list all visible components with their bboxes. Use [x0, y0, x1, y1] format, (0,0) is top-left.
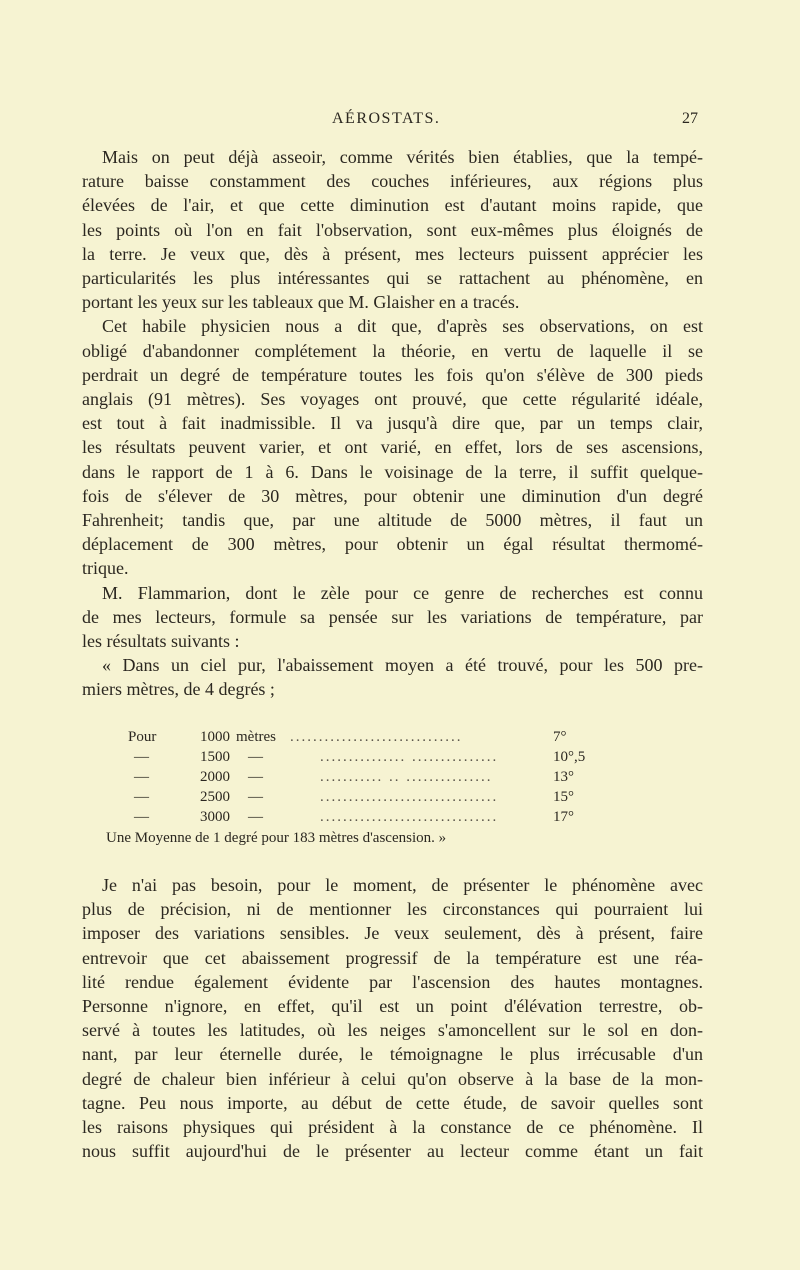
- running-header-title: AÉROSTATS.: [332, 110, 441, 127]
- text-line: déplacement de 300 mètres, pour obtenir un égal résultat thermomé-: [82, 534, 703, 555]
- text-line: entrevoir que cet abaissement progressif de la température est une réa-: [82, 947, 703, 968]
- table-footnote: Une Moyenne de 1 degré pour 183 mètres d'ascension. »: [106, 830, 447, 846]
- text-line: les résultats suivants :: [82, 631, 240, 651]
- text-line: degré de chaleur bien inférieur à celui qu'on observe à la base de la mon-: [82, 1068, 703, 1089]
- text-line: « Dans un ciel pur, l'abaissement moyen a été trouvé, pour les 500 pre-: [102, 655, 703, 676]
- text-line: nant, par leur éternelle durée, le témoignagne le plus irrécusable d'un: [82, 1044, 703, 1065]
- text-line: les résultats peuvent varier, et ont varié, en effet, lors de ses ascensions,: [82, 437, 703, 458]
- text-line: de mes lecteurs, formule sa pensée sur les variations de température, par: [82, 606, 703, 627]
- text-line: Cet habile physicien nous a dit que, d'après ses observations, on est: [102, 316, 703, 337]
- table-cell-prefix: Pour: [128, 729, 157, 745]
- table-cell-altitude: 2500: [200, 789, 230, 805]
- table-cell-prefix: —: [134, 749, 149, 765]
- page-number: 27: [682, 110, 698, 127]
- table-cell-altitude: 1500: [200, 749, 230, 765]
- table-cell-unit: —: [248, 809, 263, 825]
- text-line: servé à toutes les latitudes, où les neiges s'amoncellent sur le sol en don-: [82, 1020, 703, 1041]
- table-cell-unit: —: [248, 769, 263, 785]
- text-line: la terre. Je veux que, dès à présent, mes lecteurs puissent apprécier les: [82, 243, 703, 264]
- table-cell-dots: ...............................: [320, 809, 499, 825]
- table-cell-dots: ...............................: [320, 789, 499, 805]
- text-line: élevées de l'air, et que cette diminution est d'autant moins rapide, que: [82, 195, 703, 216]
- table-cell-altitude: 2000: [200, 769, 230, 785]
- table-cell-dots: ..............................: [290, 729, 463, 745]
- table-cell-prefix: —: [134, 789, 149, 805]
- text-line: plus de précision, ni de mentionner les circonstances qui pourraient lui: [82, 899, 703, 920]
- text-line: Fahrenheit; tandis que, par une altitude de 5000 mètres, il faut un: [82, 510, 703, 530]
- text-line: Mais on peut déjà asseoir, comme vérités bien établies, que la tempé-: [102, 147, 703, 167]
- text-line: nous suffit aujourd'hui de le présenter au lecteur comme étant un fait: [82, 1141, 703, 1162]
- text-line: perdrait un degré de température toutes les fois qu'on s'élève de 300 pieds: [82, 364, 703, 385]
- table-cell-unit: —: [248, 789, 263, 805]
- table-cell-value: 13°: [553, 769, 574, 785]
- table-cell-prefix: —: [134, 769, 149, 785]
- text-line: fois de s'élever de 30 mètres, pour obtenir une diminution d'un degré: [82, 485, 703, 506]
- table-cell-unit: —: [248, 749, 263, 765]
- text-line: Personne n'ignore, en effet, qu'il est un point d'élévation terrestre, ob-: [82, 996, 703, 1016]
- text-line: rature baisse constamment des couches inférieures, aux régions plus: [82, 171, 703, 192]
- text-line: portant les yeux sur les tableaux que M. Glaisher en a tracés.: [82, 292, 520, 313]
- table-cell-unit: mètres: [236, 729, 276, 745]
- text-line: tagne. Peu nous importe, au début de cette étude, de savoir quelles sont: [82, 1092, 703, 1113]
- table-cell-altitude: 3000: [200, 809, 230, 825]
- text-line: les points où l'on en fait l'observation, sont eux-mêmes plus éloignés de: [82, 219, 703, 240]
- text-line: Je n'ai pas besoin, pour le moment, de présenter le phénomène avec: [102, 875, 703, 895]
- text-line: M. Flammarion, dont le zèle pour ce genre de recherches est connu: [102, 582, 703, 603]
- table-cell-value: 7°: [553, 729, 567, 745]
- text-line: particularités les plus intéressantes qui se rattachent au phénomène, en: [82, 268, 703, 288]
- text-line: anglais (91 mètres). Ses voyages ont prouvé, que cette régularité idéale,: [82, 389, 703, 409]
- text-line: trique.: [82, 558, 129, 579]
- table-cell-dots: ........... .. ...............: [320, 769, 493, 785]
- table-cell-value: 17°: [553, 809, 574, 825]
- text-line: obligé d'abandonner complétement la théorie, en vertu de laquelle il se: [82, 340, 703, 361]
- table-cell-value: 15°: [553, 789, 574, 805]
- table-cell-value: 10°,5: [553, 749, 586, 765]
- text-line: est tout à fait inadmissible. Il va jusqu'à dire que, par un temps clair,: [82, 413, 703, 434]
- table-cell-prefix: —: [134, 809, 149, 825]
- text-line: miers mètres, de 4 degrés ;: [82, 679, 275, 700]
- table-cell-dots: ............... ...............: [320, 749, 499, 765]
- table-cell-altitude: 1000: [200, 729, 230, 745]
- text-line: dans le rapport de 1 à 6. Dans le voisinage de la terre, il suffit quelque-: [82, 461, 703, 482]
- text-line: lité rendue également évidente par l'ascension des hautes montagnes.: [82, 971, 703, 992]
- text-line: imposer des variations sensibles. Je veux seulement, dès à présent, faire: [82, 923, 703, 944]
- text-line: les raisons physiques qui président à la constance de ce phénomène. Il: [82, 1117, 703, 1137]
